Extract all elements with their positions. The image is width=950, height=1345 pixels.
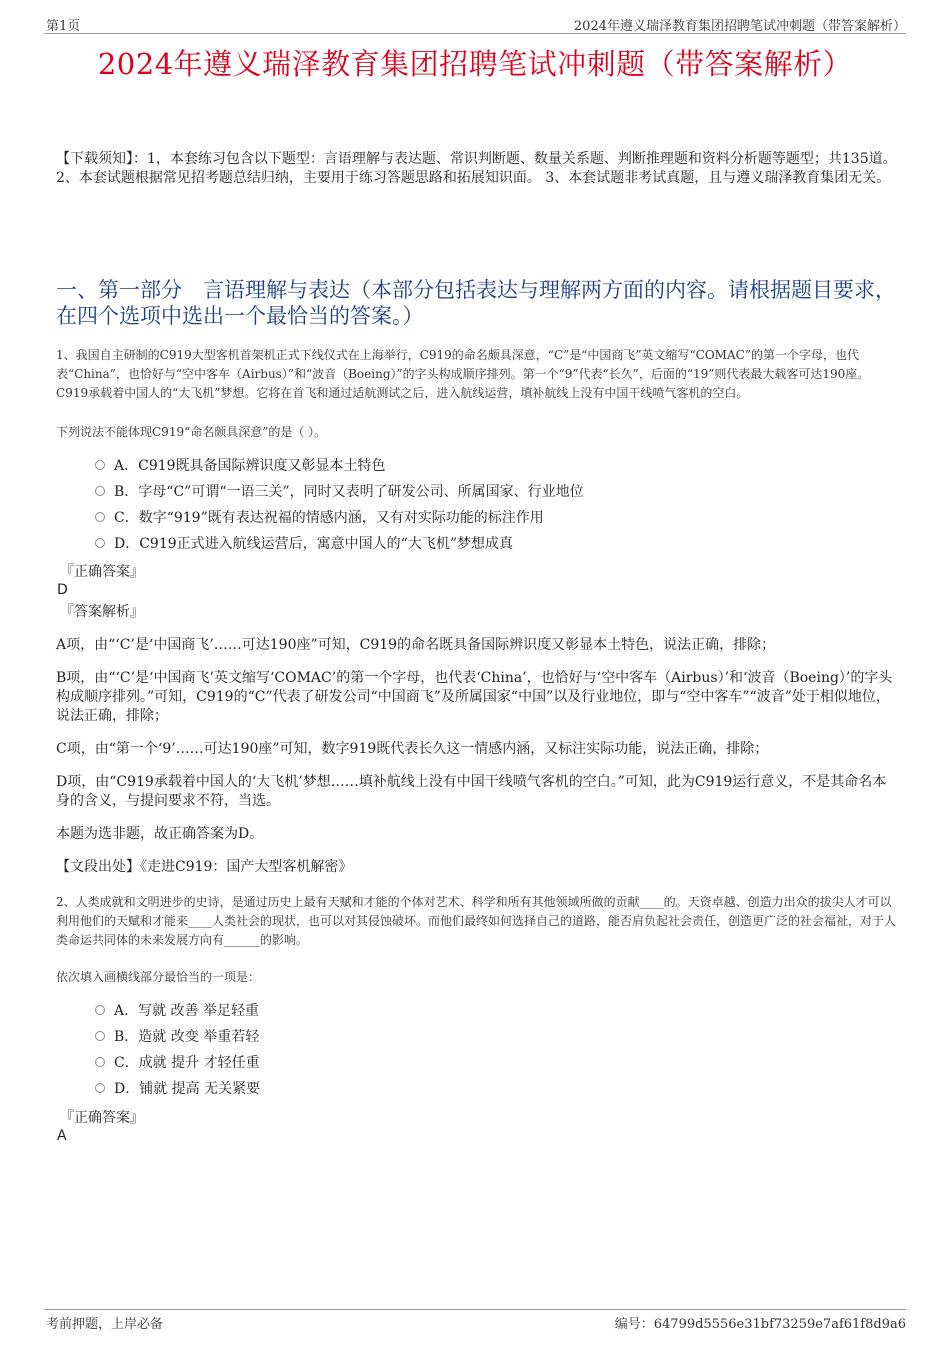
option-label: D．C919正式进入航线运营后，寓意中国人的“大飞机”梦想成真 xyxy=(114,536,513,552)
question-1-option-d[interactable] xyxy=(95,533,584,559)
footer-slogan: 考前押题，上岸必备 xyxy=(46,1317,164,1332)
analysis-b: B项，由“‘C’是‘中国商飞’英文缩写‘COMAC’的第一个字母，也代表‘China’，也恰好与‘空中客车（Airbus）’和‘波音（Boeing）’的字头构成顺序排列。”可知，C919的“C”代表了研发公司“中国商飞”及所属国家“中国”以及行业地位，即与“空中客车”“波音”处于相似地位，说法正确，排除； xyxy=(56,670,893,724)
analysis-conclusion: 本题为选非题，故正确答案为D。 xyxy=(56,826,264,842)
question-1-answer-label: 『正确答案』 xyxy=(60,564,144,580)
question-2-answer: A xyxy=(57,1128,67,1144)
option-label: B．字母“C”可谓“一语三关”，同时又表明了研发公司、所属国家、行业地位 xyxy=(114,484,584,500)
question-2-option-c[interactable] xyxy=(95,1052,260,1078)
option-label: C．成就 提升 才轻任重 xyxy=(114,1055,260,1071)
question-1-analysis-label: 『答案解析』 xyxy=(60,604,144,620)
option-label: A．C919既具备国际辨识度又彰显本土特色 xyxy=(114,458,386,474)
option-label: C．数字“919”既有表达祝福的情感内涵，又有对实际功能的标注作用 xyxy=(114,510,544,526)
analysis-a: A项，由“‘C’是‘中国商飞’……可达190座”可知，C919的命名既具备国际辨识度又彰显本土特色，说法正确，排除； xyxy=(56,637,776,653)
radio-icon[interactable] xyxy=(95,460,105,470)
question-1-option-c[interactable] xyxy=(95,507,584,533)
option-label: D．铺就 提高 无关紧要 xyxy=(114,1081,261,1097)
analysis-c: C项，由“第一个‘9’……可达190座”可知，数字919既代表长久这一情感内涵，又标注实际功能，说法正确，排除； xyxy=(56,741,769,757)
header-divider xyxy=(44,33,906,34)
running-header-title: 2024年遵义瑞泽教育集团招聘笔试冲刺题（带答案解析） xyxy=(573,19,906,34)
question-1-answer: D xyxy=(57,582,68,598)
question-2-option-d[interactable] xyxy=(95,1078,260,1104)
document-title: 2024年遵义瑞泽教育集团招聘笔试冲刺题（带答案解析） xyxy=(97,47,853,81)
question-2-option-b[interactable] xyxy=(95,1026,260,1052)
question-2-options xyxy=(95,1000,260,1104)
section-heading: 一、第一部分 言语理解与表达（本部分包括表达与理解两方面的内容。请根据题目要求，在四个选项中选出一个最恰当的答案。） xyxy=(56,278,896,328)
radio-icon[interactable] xyxy=(95,1005,105,1015)
radio-icon[interactable] xyxy=(95,512,105,522)
radio-icon[interactable] xyxy=(95,486,105,496)
question-2-option-a[interactable] xyxy=(95,1000,260,1026)
download-notice: 【下载须知】：1，本套练习包含以下题型：言语理解与表达题、常识判断题、数量关系题、判断推理题和资料分析题等题型；共135道。 2、本套试题根据常见招考题总结归纳，主要用于练习答题思路和拓展知识面。 3、本套试题非考试真题，且与遵义瑞泽教育集团无关。 xyxy=(56,151,897,186)
question-1-prompt: 下列说法不能体现C919“命名颇具深意”的是（ ）。 xyxy=(56,425,327,439)
option-label: B．造就 改变 举重若轻 xyxy=(114,1029,260,1045)
question-1-option-a[interactable] xyxy=(95,455,584,481)
question-1-option-b[interactable] xyxy=(95,481,584,507)
page-number: 第1页 xyxy=(46,19,81,34)
analysis-d: D项，由“C919承载着中国人的‘大飞机’梦想……填补航线上没有中国干线喷气客机的空白。”可知，此为C919运行意义，不是其命名本身的含义，与提问要求不符，当选。 xyxy=(56,774,887,809)
question-1-stem: 1、我国自主研制的C919大型客机首架机正式下线仪式在上海举行，C919的命名颇具深意，“C”是“中国商飞”英文缩写“COMAC”的第一个字母，也代表“China”，也恰好与“空中客车（Airbus）”和“波音（Boeing）”的字头构成顺序排列。第一个“9”代表“长久”，后面的“19”则代表最大载客可达190座。C919承载着中国人的“大飞机”梦想。它将在首飞和通过适航测试之后，进入航线运营，填补航线上没有中国干线喷气客机的空白。 xyxy=(56,348,870,400)
radio-icon[interactable] xyxy=(95,538,105,548)
footer-code: 编号：64799d5556e31bf73259e7af61f8d9a6 xyxy=(614,1317,906,1332)
radio-icon[interactable] xyxy=(95,1031,105,1041)
footer-divider xyxy=(44,1309,906,1310)
question-2-prompt: 依次填入画横线部分最恰当的一项是： xyxy=(56,970,261,984)
radio-icon[interactable] xyxy=(95,1057,105,1067)
option-label: A．写就 改善 举足轻重 xyxy=(114,1003,260,1019)
question-1-source: 【文段出处】《走进C919：国产大型客机解密》 xyxy=(56,859,353,875)
question-2-stem: 2、人类成就和文明进步的史诗，是通过历史上最有天赋和才能的个体对艺术、科学和所有其他领域所做的贡献____的。天资卓越、创造力出众的拔尖人才可以利用他们的天赋和才能来____人类社会的现状，也可以对其侵蚀破坏。而他们最终如何选择自己的道路，能否肩负起社会责任，创造更广泛的社会福祉，对于人类命运共同体的未来发展方向有______的影响。 xyxy=(56,895,897,947)
radio-icon[interactable] xyxy=(95,1083,105,1093)
question-2-answer-label: 『正确答案』 xyxy=(60,1110,144,1126)
question-1-options xyxy=(95,455,584,559)
